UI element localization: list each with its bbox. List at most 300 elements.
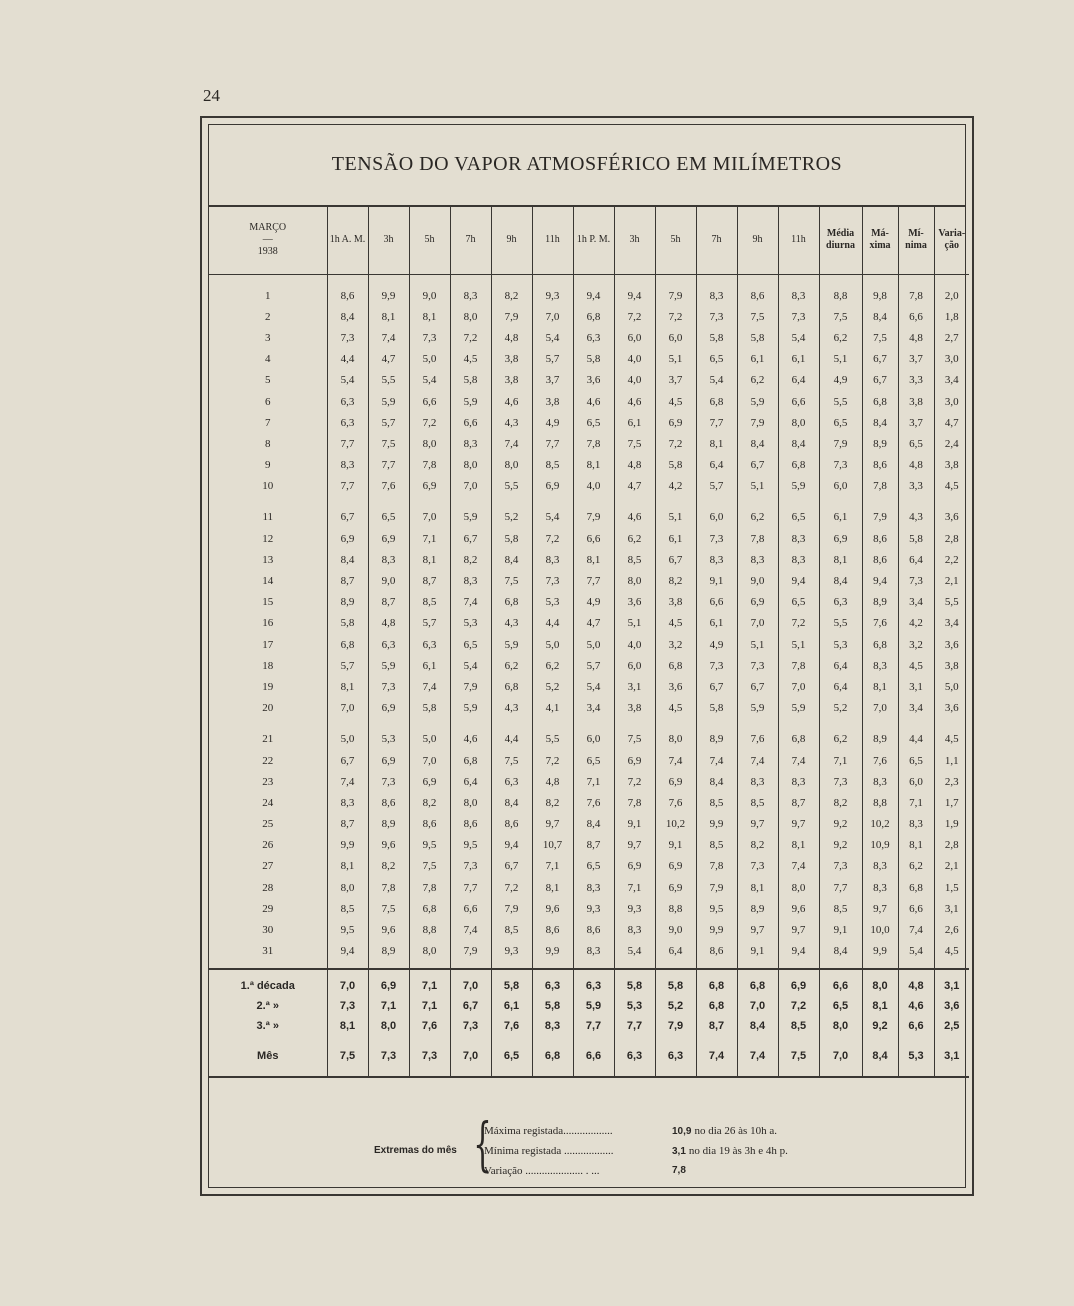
- value-cell: 4,5: [934, 476, 969, 497]
- value-cell: 9,9: [327, 835, 368, 856]
- spacer-cell: [209, 962, 327, 969]
- value-cell: 7,6: [737, 729, 778, 750]
- value-cell: 7,3: [368, 676, 409, 697]
- row-label: 23: [262, 775, 274, 788]
- spacer-cell: [778, 275, 819, 286]
- value-cell: 8,4: [862, 306, 898, 327]
- value-cell: 9,1: [696, 570, 737, 591]
- value-cell: 8,2: [819, 792, 862, 813]
- value-cell: 8,3: [778, 285, 819, 306]
- value-cell: 6,7: [696, 676, 737, 697]
- value-cell: 5,0: [573, 634, 614, 655]
- value-cell: 7,2: [778, 996, 819, 1016]
- value-cell: 8,6: [737, 285, 778, 306]
- table-row: [209, 919, 969, 940]
- value-cell: 4,5: [934, 941, 969, 962]
- spacer-cell: [862, 275, 898, 286]
- value-cell: 8,0: [450, 306, 491, 327]
- value-cell: 8,1: [327, 1016, 368, 1036]
- value-cell: 7,6: [573, 792, 614, 813]
- spacer-cell: [614, 962, 655, 969]
- value-cell: 6,3: [327, 391, 368, 412]
- table-row: [209, 676, 969, 697]
- spacer-cell: [209, 497, 327, 507]
- value-cell: 3,1: [934, 898, 969, 919]
- value-cell: 3,8: [934, 455, 969, 476]
- value-cell: 3,8: [491, 370, 532, 391]
- value-cell: 5,4: [778, 327, 819, 348]
- value-cell: 9,4: [778, 941, 819, 962]
- spacer-cell: [898, 962, 934, 969]
- value-cell: 6,9: [655, 877, 696, 898]
- value-cell: 6,3: [491, 771, 532, 792]
- row-label: 6: [265, 395, 271, 408]
- value-cell: 7,2: [778, 613, 819, 634]
- value-cell: 5,1: [614, 613, 655, 634]
- value-cell: 10,2: [655, 814, 696, 835]
- spacer-cell: [696, 275, 737, 286]
- value-cell: 6,3: [655, 1036, 696, 1077]
- row-label: 30: [262, 924, 274, 937]
- value-cell: 7,8: [368, 877, 409, 898]
- value-cell: 5,9: [778, 476, 819, 497]
- value-cell: 7,0: [409, 750, 450, 771]
- value-cell: 6,6: [573, 1036, 614, 1077]
- title-area: [209, 125, 965, 207]
- value-cell: 6,7: [491, 856, 532, 877]
- value-cell: 8,1: [327, 676, 368, 697]
- value-cell: 3,6: [934, 507, 969, 528]
- value-cell: 4,8: [532, 771, 573, 792]
- value-cell: 3,3: [898, 370, 934, 391]
- value-cell: 8,5: [409, 592, 450, 613]
- value-cell: 9,9: [532, 941, 573, 962]
- value-cell: 7,3: [368, 771, 409, 792]
- spacer-cell: [327, 497, 368, 507]
- value-cell: 4,4: [532, 613, 573, 634]
- value-cell: 5,5: [934, 592, 969, 613]
- value-cell: 7,3: [409, 327, 450, 348]
- value-cell: 8,0: [450, 792, 491, 813]
- spacer-cell: [450, 275, 491, 286]
- value-cell: 5,9: [778, 698, 819, 719]
- value-cell: 5,9: [491, 634, 532, 655]
- value-cell: 3,2: [898, 634, 934, 655]
- value-cell: 7,1: [368, 996, 409, 1016]
- value-cell: 6,4: [655, 941, 696, 962]
- row-label: 4: [265, 353, 271, 366]
- value-cell: 8,3: [862, 856, 898, 877]
- value-cell: 9,4: [614, 285, 655, 306]
- value-cell: 2,5: [934, 1016, 969, 1036]
- value-cell: 4,5: [655, 391, 696, 412]
- value-cell: 8,4: [778, 433, 819, 454]
- value-cell: 8,8: [862, 792, 898, 813]
- spacer-cell: [409, 719, 450, 729]
- value-cell: 7,5: [614, 729, 655, 750]
- value-cell: 6,9: [655, 771, 696, 792]
- value-cell: 7,3: [819, 455, 862, 476]
- value-cell: 6,4: [898, 549, 934, 570]
- value-cell: 8,3: [862, 877, 898, 898]
- value-cell: 7,3: [532, 570, 573, 591]
- spacer-cell: [696, 962, 737, 969]
- value-cell: 6,1: [491, 996, 532, 1016]
- value-cell: 8,3: [532, 1016, 573, 1036]
- col-header: 3h: [368, 205, 409, 275]
- value-cell: 9,8: [862, 285, 898, 306]
- value-cell: 6,8: [327, 634, 368, 655]
- value-cell: 6,3: [409, 634, 450, 655]
- value-cell: 7,9: [573, 507, 614, 528]
- col-header: 9h: [737, 205, 778, 275]
- summary-row: [209, 996, 969, 1016]
- value-cell: 5,8: [655, 969, 696, 996]
- value-cell: 6,0: [614, 655, 655, 676]
- col-header: 7h: [450, 205, 491, 275]
- value-cell: 7,0: [819, 1036, 862, 1077]
- row-label: 31: [262, 945, 274, 958]
- table-inner-frame: [208, 124, 966, 1188]
- value-cell: 5,9: [737, 698, 778, 719]
- vapor-pressure-table: [209, 205, 969, 1078]
- value-cell: 9,7: [862, 898, 898, 919]
- spacer-cell: [532, 497, 573, 507]
- table-row: [209, 792, 969, 813]
- value-cell: 8,1: [696, 433, 737, 454]
- row-label: 16: [262, 617, 274, 630]
- spacer-cell: [368, 962, 409, 969]
- value-cell: 6,8: [532, 1036, 573, 1077]
- value-cell: 5,2: [491, 507, 532, 528]
- value-cell: 5,5: [532, 729, 573, 750]
- value-cell: 7,0: [409, 507, 450, 528]
- value-cell: 8,6: [491, 814, 532, 835]
- value-cell: 5,0: [532, 634, 573, 655]
- spacer-cell: [898, 719, 934, 729]
- value-cell: 3,0: [934, 349, 969, 370]
- value-cell: 8,3: [450, 433, 491, 454]
- value-cell: 9,1: [737, 941, 778, 962]
- value-cell: 4,6: [614, 391, 655, 412]
- spacer-cell: [327, 719, 368, 729]
- spacer-cell: [491, 719, 532, 729]
- value-cell: 8,1: [327, 856, 368, 877]
- value-cell: 6,9: [778, 969, 819, 996]
- value-cell: 5,1: [655, 507, 696, 528]
- spacer-cell: [450, 962, 491, 969]
- value-cell: 8,3: [327, 792, 368, 813]
- spacer-cell: [368, 275, 409, 286]
- value-cell: 6,8: [696, 391, 737, 412]
- spacer-cell: [491, 275, 532, 286]
- value-cell: 8,6: [862, 549, 898, 570]
- value-cell: 7,7: [450, 877, 491, 898]
- col-header: 1h A. M.: [327, 205, 368, 275]
- value-cell: 2,4: [934, 433, 969, 454]
- row-label: 21: [262, 733, 274, 746]
- value-cell: 6,6: [898, 898, 934, 919]
- value-cell: 6,8: [696, 969, 737, 996]
- row-label: 25: [262, 818, 274, 831]
- value-cell: 5,3: [819, 634, 862, 655]
- value-cell: 9,9: [696, 814, 737, 835]
- value-cell: 7,3: [450, 1016, 491, 1036]
- row-label: 26: [262, 839, 274, 852]
- value-cell: 8,4: [491, 549, 532, 570]
- value-cell: 7,2: [532, 528, 573, 549]
- value-cell: 3,1: [934, 1036, 969, 1077]
- value-cell: 3,7: [898, 349, 934, 370]
- value-cell: 6,7: [450, 528, 491, 549]
- value-cell: 6,6: [898, 306, 934, 327]
- summary-row: [209, 969, 969, 996]
- spacer-cell: [368, 719, 409, 729]
- value-cell: 6,8: [491, 676, 532, 697]
- value-cell: 8,7: [696, 1016, 737, 1036]
- value-cell: 6,0: [655, 327, 696, 348]
- value-cell: 4,7: [368, 349, 409, 370]
- month-label: MARÇO: [249, 221, 287, 233]
- value-cell: 5,5: [491, 476, 532, 497]
- col-header: 5h: [409, 205, 450, 275]
- value-cell: 8,5: [696, 792, 737, 813]
- value-cell: 6,1: [696, 613, 737, 634]
- value-cell: 8,1: [819, 549, 862, 570]
- table-row: [209, 634, 969, 655]
- value-cell: 6,8: [862, 634, 898, 655]
- spacer-cell: [532, 962, 573, 969]
- value-cell: 5,4: [532, 327, 573, 348]
- value-cell: 5,4: [614, 941, 655, 962]
- value-cell: 1,8: [934, 306, 969, 327]
- table-row: [209, 613, 969, 634]
- table-title: TENSÃO DO VAPOR ATMOSFÉRICO EM MILÍMETROS: [331, 153, 843, 175]
- spacer-cell: [450, 497, 491, 507]
- value-cell: 2,2: [934, 549, 969, 570]
- value-cell: 3,1: [614, 676, 655, 697]
- value-cell: 8,1: [409, 306, 450, 327]
- value-cell: 6,5: [819, 996, 862, 1016]
- value-cell: 8,0: [778, 412, 819, 433]
- value-cell: 8,6: [862, 528, 898, 549]
- value-cell: 6,9: [614, 856, 655, 877]
- value-cell: 5,7: [696, 476, 737, 497]
- spacer-cell: [491, 497, 532, 507]
- spacer-cell: [209, 719, 327, 729]
- value-cell: 3,4: [573, 698, 614, 719]
- value-cell: 3,8: [655, 592, 696, 613]
- value-cell: 7,2: [655, 433, 696, 454]
- value-cell: 8,0: [614, 570, 655, 591]
- value-cell: 8,9: [327, 592, 368, 613]
- value-cell: 5,8: [696, 327, 737, 348]
- value-cell: 4,5: [898, 655, 934, 676]
- value-cell: 6,0: [573, 729, 614, 750]
- value-cell: 6,6: [409, 391, 450, 412]
- value-cell: 8,9: [862, 433, 898, 454]
- value-cell: 3,4: [898, 592, 934, 613]
- value-cell: 6,2: [737, 507, 778, 528]
- value-cell: 7,3: [898, 570, 934, 591]
- value-cell: 8,8: [819, 285, 862, 306]
- value-cell: 2,8: [934, 528, 969, 549]
- value-cell: 8,3: [573, 941, 614, 962]
- value-cell: 8,7: [409, 570, 450, 591]
- value-cell: 7,2: [614, 306, 655, 327]
- value-cell: 7,9: [655, 285, 696, 306]
- value-cell: 10,7: [532, 835, 573, 856]
- value-cell: 5,1: [819, 349, 862, 370]
- value-cell: 7,5: [778, 1036, 819, 1077]
- value-cell: 8,6: [862, 455, 898, 476]
- value-cell: 7,1: [898, 792, 934, 813]
- value-cell: 6,8: [778, 729, 819, 750]
- value-cell: 6,9: [655, 856, 696, 877]
- spacer-cell: [696, 497, 737, 507]
- value-cell: 3,4: [898, 698, 934, 719]
- value-cell: 8,5: [327, 898, 368, 919]
- value-cell: 8,5: [491, 919, 532, 940]
- value-cell: 6,2: [819, 729, 862, 750]
- value-cell: 2,1: [934, 570, 969, 591]
- value-cell: 7,3: [819, 771, 862, 792]
- value-cell: 6,6: [696, 592, 737, 613]
- value-cell: 6,5: [368, 507, 409, 528]
- spacer-cell: [737, 497, 778, 507]
- value-cell: 5,4: [532, 507, 573, 528]
- value-cell: 8,5: [614, 549, 655, 570]
- value-cell: 8,2: [655, 570, 696, 591]
- spacer-row: [209, 719, 969, 729]
- row-label: 10: [262, 480, 274, 493]
- value-cell: 8,0: [819, 1016, 862, 1036]
- value-cell: 6,8: [573, 306, 614, 327]
- value-cell: 10,9: [862, 835, 898, 856]
- month-header: [209, 205, 327, 275]
- value-cell: 8,1: [573, 549, 614, 570]
- value-cell: 7,4: [491, 433, 532, 454]
- spacer-cell: [737, 719, 778, 729]
- value-cell: 3,8: [898, 391, 934, 412]
- row-label: 11: [262, 511, 274, 524]
- value-cell: 6,9: [532, 476, 573, 497]
- value-cell: 2,8: [934, 835, 969, 856]
- value-cell: 7,7: [819, 877, 862, 898]
- value-cell: 8,0: [655, 729, 696, 750]
- value-cell: 6,7: [327, 507, 368, 528]
- page-number: 24: [203, 86, 220, 105]
- value-cell: 6,4: [819, 676, 862, 697]
- value-cell: 5,3: [368, 729, 409, 750]
- row-label: 14: [262, 575, 274, 588]
- value-cell: 8,1: [778, 835, 819, 856]
- value-cell: 7,0: [450, 476, 491, 497]
- spacer-cell: [737, 962, 778, 969]
- value-cell: 7,5: [614, 433, 655, 454]
- value-cell: 4,2: [898, 613, 934, 634]
- value-cell: 5,0: [934, 676, 969, 697]
- spacer-cell: [209, 275, 327, 286]
- value-cell: 7,6: [409, 1016, 450, 1036]
- value-cell: 8,6: [409, 814, 450, 835]
- row-label: 7: [265, 416, 271, 429]
- spacer-row: [209, 497, 969, 507]
- value-cell: 8,0: [491, 455, 532, 476]
- max-value: 10,9: [672, 1126, 692, 1137]
- value-cell: 1,9: [934, 814, 969, 835]
- value-cell: 8,9: [737, 898, 778, 919]
- value-cell: 8,4: [737, 433, 778, 454]
- value-cell: 10,2: [862, 814, 898, 835]
- value-cell: 5,3: [614, 996, 655, 1016]
- value-cell: 8,1: [862, 676, 898, 697]
- value-cell: 4,9: [696, 634, 737, 655]
- min-note: no dia 19 às 3h e 4h p.: [688, 1145, 788, 1157]
- col-header: 9h: [491, 205, 532, 275]
- value-cell: 5,2: [532, 676, 573, 697]
- value-cell: 8,0: [409, 433, 450, 454]
- value-cell: 6,2: [819, 327, 862, 348]
- value-cell: 6,6: [450, 412, 491, 433]
- value-cell: 5,9: [368, 655, 409, 676]
- value-cell: 9,5: [327, 919, 368, 940]
- row-label: 9: [265, 459, 271, 472]
- value-cell: 5,1: [737, 476, 778, 497]
- row-label: 28: [262, 881, 274, 894]
- table-row: [209, 391, 969, 412]
- value-cell: 6,8: [655, 655, 696, 676]
- value-cell: 4,8: [614, 455, 655, 476]
- row-label: 27: [262, 860, 274, 873]
- value-cell: 6,6: [450, 898, 491, 919]
- value-cell: 7,0: [862, 698, 898, 719]
- spacer-cell: [819, 719, 862, 729]
- value-cell: 4,5: [934, 729, 969, 750]
- value-cell: 7,5: [327, 1036, 368, 1077]
- value-cell: 7,3: [778, 306, 819, 327]
- value-cell: 7,7: [614, 1016, 655, 1036]
- value-cell: 6,7: [655, 549, 696, 570]
- row-label: 1.ª década: [240, 979, 295, 992]
- spacer-cell: [819, 497, 862, 507]
- value-cell: 4,4: [327, 349, 368, 370]
- value-cell: 6,9: [368, 698, 409, 719]
- value-cell: 2,6: [934, 919, 969, 940]
- value-cell: 8,5: [696, 835, 737, 856]
- value-cell: 5,4: [327, 370, 368, 391]
- value-cell: 6,8: [491, 592, 532, 613]
- row-label: 12: [262, 532, 274, 545]
- value-cell: 7,9: [491, 306, 532, 327]
- value-cell: 7,4: [409, 676, 450, 697]
- value-cell: 5,8: [491, 528, 532, 549]
- value-cell: 7,0: [737, 613, 778, 634]
- value-cell: 7,4: [655, 750, 696, 771]
- value-cell: 9,6: [778, 898, 819, 919]
- value-cell: 4,5: [655, 698, 696, 719]
- value-cell: 8,1: [368, 306, 409, 327]
- value-cell: 6,2: [532, 655, 573, 676]
- value-cell: 7,9: [862, 507, 898, 528]
- value-cell: 7,3: [409, 1036, 450, 1077]
- value-cell: 7,9: [655, 1016, 696, 1036]
- spacer-cell: [573, 962, 614, 969]
- col-header: 3h: [614, 205, 655, 275]
- value-cell: 3,4: [934, 370, 969, 391]
- table-row: [209, 528, 969, 549]
- value-cell: 9,7: [737, 919, 778, 940]
